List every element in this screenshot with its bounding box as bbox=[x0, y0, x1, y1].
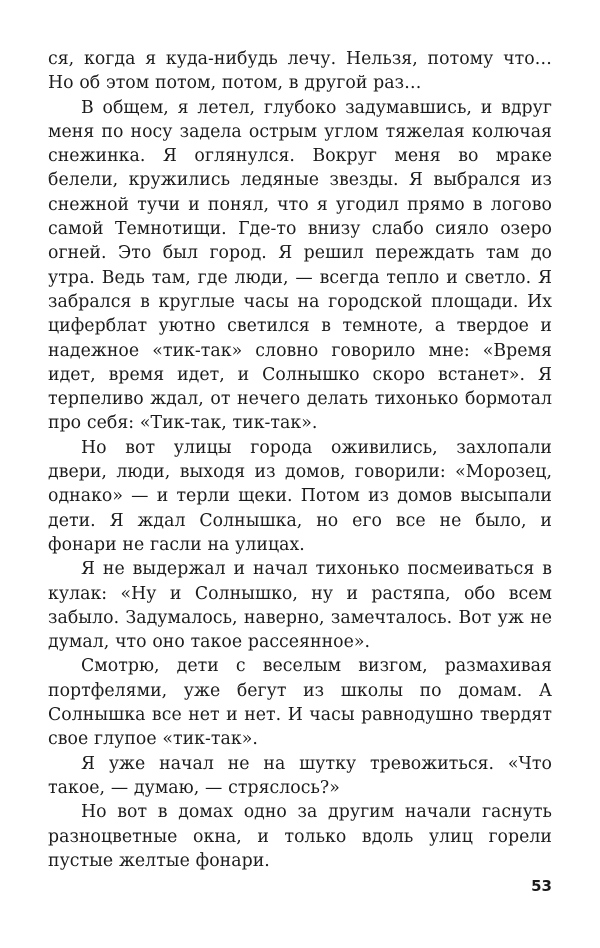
paragraph: Но вот улицы города оживились, захлопали двери, люди, выходя из домов, говорили: «Морозец, однако» — и терли щеки. Потом из домов высыпали дети. Я ждал Солнышка, но его все не было, и фонари не гасли на улицах. bbox=[48, 437, 552, 555]
paragraph: В общем, я летел, глубоко задумавшись, и вдруг меня по носу задела острым углом тяжелая колючая снежинка. Я оглянулся. Вокруг меня во мраке белели, кружились ледяные звезды. Я выбрался из снежной тучи и понял, что я угодил прямо в логово самой Темнотищи. Где-то внизу слабо сияло озеро огней. Это был город. Я решил переждать там до утра. Ведь там, где люди, — всегда тепло и светло. Я забрался в круглые часы на городской площади. Их циферблат уютно светился в темноте, а твердое и надежное «тик-так» словно говорило мне: «Время идет, время идет, и Солнышко скоро встанет». Я терпеливо ждал, от нечего делать тихонько бормотал про себя: «Тик-так, тик-так». bbox=[48, 97, 552, 434]
paragraph: Я не выдержал и начал тихонько посмеиваться в кулак: «Ну и Солнышко, ну и растяпа, обо всем забыло. Задумалось, наверно, замечталось. Вот уж не думал, что оно такое рассеянное». bbox=[48, 559, 552, 653]
paragraph-continuation: ся, когда я куда-нибудь лечу. Нельзя, потому что… Но об этом потом, потом, в другой раз… bbox=[48, 49, 552, 94]
paragraph: Я уже начал не на шутку тревожиться. «Что такое, — думаю, — стряслось?» bbox=[48, 753, 552, 798]
paragraph: Смотрю, дети с веселым визгом, размахивая портфелями, уже бегут из школы по домам. А Солнышка все нет и нет. И часы равнодушно твердят свое глупое «тик-так». bbox=[48, 656, 552, 750]
paragraph: Но вот в домах одно за другим начали гаснуть разноцветные окна, и только вдоль улиц горели пустые желтые фонари. bbox=[48, 802, 552, 871]
body-text bbox=[48, 47, 552, 873]
page-number: 53 bbox=[531, 877, 552, 895]
